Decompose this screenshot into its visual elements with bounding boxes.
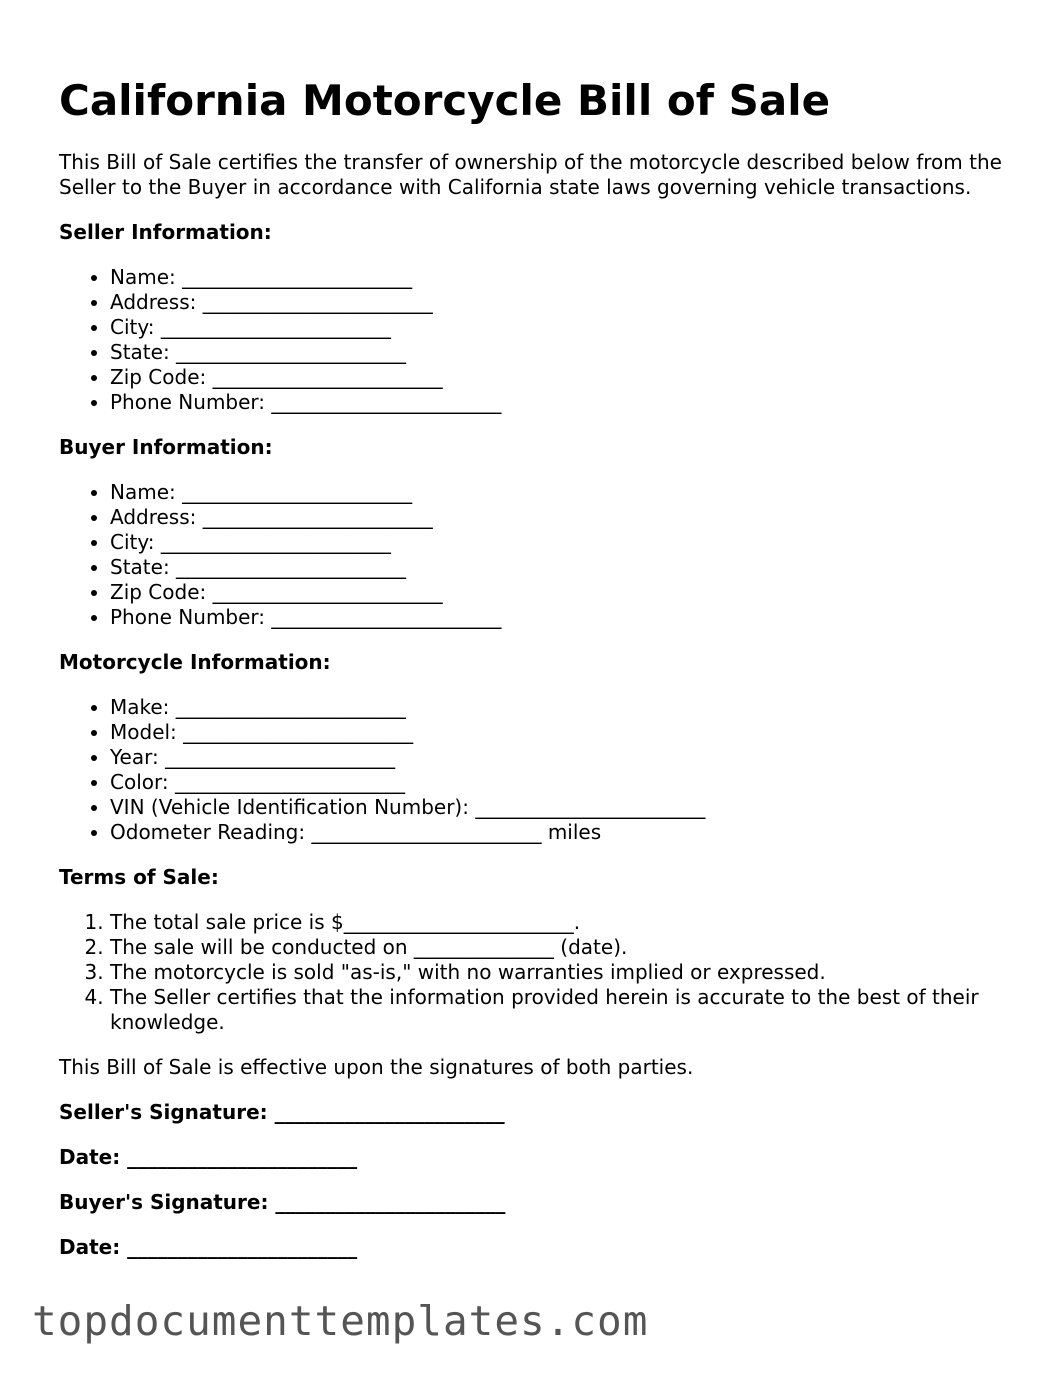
motorcycle-year-field: • Year: _______________________ xyxy=(110,745,1009,770)
intro-paragraph: This Bill of Sale certifies the transfer of ownership of the motorcycle described below from the Seller to the Buyer in accordance with California state laws governing vehicle transactions. xyxy=(59,150,1002,199)
seller-name-field: • Name: _______________________ xyxy=(110,265,1009,290)
motorcycle-make-field: • Make: _______________________ xyxy=(110,695,1009,720)
seller-state-field: • State: _______________________ xyxy=(110,340,1009,365)
seller-phone-field: • Phone Number: _______________________ xyxy=(110,390,1009,415)
buyer-date-line: Date: _______________________ xyxy=(59,1235,358,1259)
seller-signature-line: Seller's Signature: _______________________ xyxy=(59,1100,505,1124)
motorcycle-vin-field: • VIN (Vehicle Identification Number): _______________________ xyxy=(110,795,1009,820)
buyer-heading: Buyer Information: xyxy=(59,435,273,459)
motorcycle-odometer-field: • Odometer Reading: _______________________ miles xyxy=(110,820,1009,845)
buyer-signature-line: Buyer's Signature: _______________________ xyxy=(59,1190,506,1214)
buyer-address-field: • Address: _______________________ xyxy=(110,505,1009,530)
motorcycle-color-field: • Color: _______________________ xyxy=(110,770,1009,795)
seller-address-field: • Address: _______________________ xyxy=(110,290,1009,315)
motorcycle-heading: Motorcycle Information: xyxy=(59,650,331,674)
seller-field-list xyxy=(59,265,1009,415)
document-title: California Motorcycle Bill of Sale xyxy=(59,76,831,125)
buyer-zip-field: • Zip Code: _______________________ xyxy=(110,580,1009,605)
terms-item-date: 2. The sale will be conducted on ______________ (date). xyxy=(110,935,1009,960)
buyer-state-field: • State: _______________________ xyxy=(110,555,1009,580)
terms-heading: Terms of Sale: xyxy=(59,865,219,889)
terms-item-price: 1. The total sale price is $_______________________. xyxy=(110,910,1009,935)
terms-item-as-is: 3. The motorcycle is sold "as-is," with no warranties implied or expressed. xyxy=(110,960,1009,985)
seller-heading: Seller Information: xyxy=(59,220,272,244)
seller-zip-field: • Zip Code: _______________________ xyxy=(110,365,1009,390)
terms-item-certification: 4. The Seller certifies that the information provided herein is accurate to the best of their knowledge. xyxy=(110,985,1009,1035)
buyer-field-list xyxy=(59,480,1009,630)
watermark-text: topdocumenttemplates.com xyxy=(32,1297,649,1345)
effective-statement: This Bill of Sale is effective upon the signatures of both parties. xyxy=(59,1055,694,1079)
terms-list xyxy=(59,910,1009,1035)
motorcycle-field-list xyxy=(59,695,1009,845)
seller-city-field: • City: _______________________ xyxy=(110,315,1009,340)
buyer-phone-field: • Phone Number: _______________________ xyxy=(110,605,1009,630)
seller-date-line: Date: _______________________ xyxy=(59,1145,358,1169)
motorcycle-model-field: • Model: _______________________ xyxy=(110,720,1009,745)
document-page xyxy=(59,70,1009,1280)
buyer-city-field: • City: _______________________ xyxy=(110,530,1009,555)
buyer-name-field: • Name: _______________________ xyxy=(110,480,1009,505)
